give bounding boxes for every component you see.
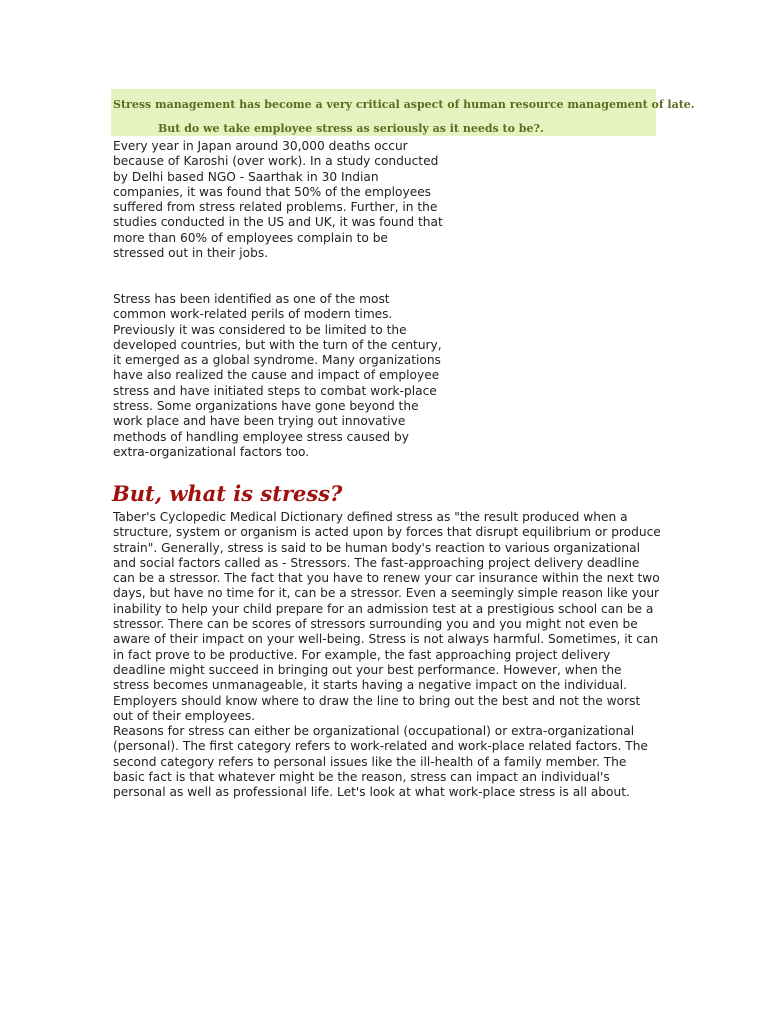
highlight-banner bbox=[111, 89, 695, 136]
banner-line-1: Stress management has become a very critical aspect of human resource management of late. bbox=[113, 98, 695, 111]
intro-paragraph: Every year in Japan around 30,000 deaths occur because of Karoshi (over work). In a study conducted by Delhi based NGO - Saarthak in 30 Indian companies, it was found that 50% of the employees suffered from stress related problems. Further, in the studies conducted in the US and UK, it was found that more than 60% of employees complain to be stressed out in their jobs. bbox=[113, 139, 443, 261]
stress-overview-paragraph: Stress has been identified as one of the most common work-related perils of modern times. Previously it was considered to be limited to the developed countries, but with the turn of the century, it emerged as a global syndrome. Many organizations have also realized the cause and impact of employee stress and have initiated steps to combat work-place stress. Some organizations have gone beyond the work place and have been trying out innovative methods of handling employee stress caused by extra-organizational factors too. bbox=[113, 292, 442, 459]
banner-line-2: But do we take employee stress as seriously as it needs to be?. bbox=[158, 122, 544, 135]
section-body bbox=[113, 510, 661, 801]
reasons-paragraph: Reasons for stress can either be organizational (occupational) or extra-organizational (personal). The first category refers to work-related and work-place related factors. The second category refers to personal issues like the ill-health of a family member. The basic fact is that whatever might be the reason, stress can impact an individual's personal as well as professional life. Let's look at what work-place stress is all about. bbox=[113, 724, 648, 800]
definition-paragraph: Taber's Cyclopedic Medical Dictionary defined stress as "the result produced when a structure, system or organism is acted upon by forces that disrupt equilibrium or produce strain". Generally, stress is said to be human body's reaction to various organizational and social factors called as - Stressors. The fast-approaching project delivery deadline can be a stressor. The fact that you have to renew your car insurance within the next two days, but have no time for it, can be a stressor. Even a seemingly simple reason like your inability to help your child prepare for an admission test at a prestigious school can be a stressor. There can be scores of stressors surrounding you and you might not even be aware of their impact on your well-being. Stress is not always harmful. Sometimes, it can in fact prove to be productive. For example, the fast approaching project delivery deadline might succeed in bringing out your best performance. However, when the stress becomes unmanageable, it starts having a negative impact on the individual. Employers should know where to draw the line to bring out the best and not the worst out of their employees. bbox=[113, 510, 661, 723]
section-heading: But, what is stress? bbox=[112, 481, 343, 506]
